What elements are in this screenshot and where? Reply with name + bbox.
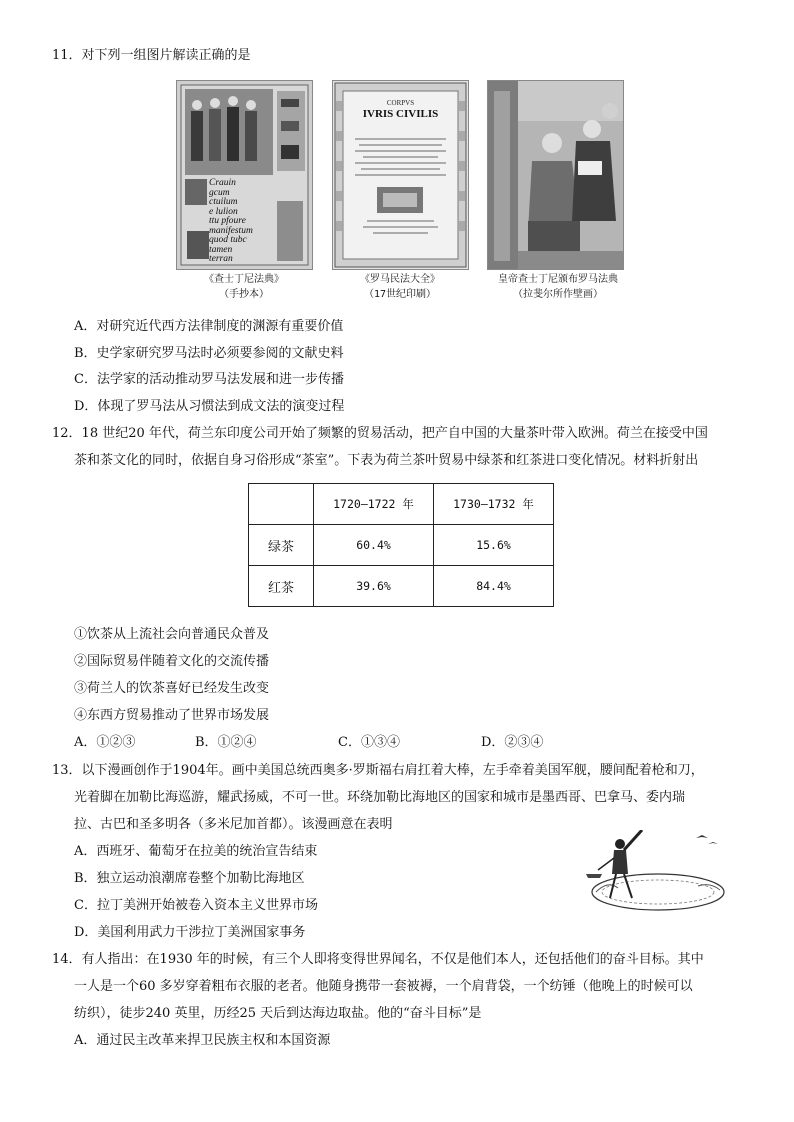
- picture-2-caption: [332, 272, 468, 302]
- table-cell: 60.4%: [314, 525, 434, 566]
- q12-option-b[interactable]: B．①②④: [195, 735, 257, 750]
- table-cell: 84.4%: [434, 566, 554, 607]
- picture-3-caption-line1: 皇帝查士丁尼颁布罗马法典: [498, 274, 618, 285]
- q12-stem-line2: 茶和茶文化的同时，依据自身习俗形成“茶室”。下表为荷兰茶叶贸易中绿茶和红茶进口变化情况。材料折射出: [74, 453, 699, 468]
- picture-3-caption-line2: （拉斐尔所作壁画）: [513, 289, 603, 300]
- row-label-green-tea: 绿茶: [249, 525, 314, 566]
- manuscript-line: quod tubc: [209, 235, 247, 245]
- q12-statement-4: ④东西方贸易推动了世界市场发展: [74, 708, 270, 723]
- manuscript-line: manifestum: [209, 225, 253, 236]
- q14-stem-line3: 纺织），徒步240 英里，历经25 天后到达海边取盐。他的“奋斗目标”是: [74, 1006, 482, 1021]
- tea-import-table: [248, 483, 554, 607]
- manuscript-line: ctuilum: [209, 197, 238, 207]
- q12-statement-2: ②国际贸易伴随着文化的交流传播: [74, 654, 270, 669]
- table-header-cell: 1730—1732 年: [434, 484, 554, 525]
- picture-1-caption: [176, 272, 312, 302]
- manuscript-line: ttu pfoure: [209, 216, 246, 226]
- q11-option-d[interactable]: D．体现了罗马法从习惯法到成文法的演变过程: [74, 399, 345, 414]
- q13-option-d[interactable]: D．美国利用武力干涉拉丁美洲国家事务: [74, 925, 306, 940]
- picture-3-caption: [478, 272, 638, 302]
- row-label-black-tea: 红茶: [249, 566, 314, 607]
- q11-option-a[interactable]: A．对研究近代西方法律制度的渊源有重要价值: [74, 319, 344, 334]
- q14-stem-line2: 一人是一个60 多岁穿着粗布衣服的老者。他随身携带一套被褥，一个肩背袋，一个纺锤（他晚上的时候可以: [74, 979, 693, 994]
- picture-1-caption-line2: （手抄本）: [219, 289, 269, 300]
- table-row: [249, 525, 554, 566]
- picture-2-caption-line1: 《罗马民法大全》: [360, 274, 440, 285]
- table-cell: 15.6%: [434, 525, 554, 566]
- table-header-cell: 1720—1722 年: [314, 484, 434, 525]
- q11-stem: 11．对下列一组图片解读正确的是: [52, 48, 251, 63]
- manuscript-line: Crauin: [209, 178, 236, 188]
- q12-option-a[interactable]: A．①②③: [74, 735, 136, 750]
- book-title-line: IVRIS CIVILIS: [362, 108, 439, 120]
- book-title-line: CORPVS: [386, 99, 415, 107]
- picture-1-caption-line1: 《查士丁尼法典》: [204, 274, 284, 285]
- manuscript-line: terran: [209, 254, 233, 264]
- q14-option-a[interactable]: A．通过民主改革来捍卫民族主权和本国资源: [74, 1033, 331, 1048]
- q12-statement-3: ③荷兰人的饮茶喜好已经发生改变: [74, 681, 270, 696]
- picture-2-caption-line2: （17世纪印刷）: [363, 289, 437, 300]
- raphael-fresco-image: [487, 80, 624, 270]
- q12-stem-line1: 12．18 世纪20 年代，荷兰东印度公司开始了频繁的贸易活动，把产自中国的大量茶叶带入欧洲。荷兰在接受中国: [52, 426, 708, 441]
- q13-option-c[interactable]: C．拉丁美洲开始被卷入资本主义世界市场: [74, 898, 318, 913]
- q12-statement-1: ①饮茶从上流社会向普通民众普及: [74, 627, 270, 642]
- table-row: [249, 566, 554, 607]
- q12-option-c[interactable]: C．①③④: [338, 735, 400, 750]
- q13-option-b[interactable]: B．独立运动浪潮席卷整个加勒比海地区: [74, 871, 305, 886]
- justinian-code-manuscript-image: [176, 80, 313, 270]
- manuscript-line: gcum: [209, 187, 230, 198]
- q13-stem-line1: 13．以下漫画创作于1904年。画中美国总统西奥多·罗斯福右肩扛着大棒，左手牵着美国军舰，腰间配着枪和刀，: [52, 763, 704, 778]
- q13-option-a[interactable]: A．西班牙、葡萄牙在拉美的统治宣告结束: [74, 844, 318, 859]
- q11-option-b[interactable]: B．史学家研究罗马法时必须要参阅的文献史料: [74, 346, 344, 361]
- q12-option-d[interactable]: D．②③④: [481, 735, 544, 750]
- corpus-juris-civilis-image: [332, 80, 469, 270]
- table-header-row: [249, 484, 554, 525]
- table-cell: 39.6%: [314, 566, 434, 607]
- q14-stem-line1: 14．有人指出：在1930 年的时候，有三个人即将变得世界闻名，不仅是他们本人，还包括他们的奋斗目标。其中: [52, 952, 704, 967]
- roosevelt-big-stick-cartoon: [578, 830, 728, 915]
- q13-stem-line3: 拉、古巴和圣多明各（多米尼加首都）。该漫画意在表明: [74, 817, 393, 832]
- table-header-cell: [249, 484, 314, 525]
- q13-stem-line2: 光着脚在加勒比海巡游，耀武扬威，不可一世。环绕加勒比海地区的国家和城市是墨西哥、巴拿马、委内瑞: [74, 790, 686, 805]
- q11-option-c[interactable]: C．法学家的活动推动罗马法发展和进一步传播: [74, 372, 344, 387]
- manuscript-line: tamen: [209, 244, 233, 255]
- manuscript-line: e lulion: [209, 206, 238, 217]
